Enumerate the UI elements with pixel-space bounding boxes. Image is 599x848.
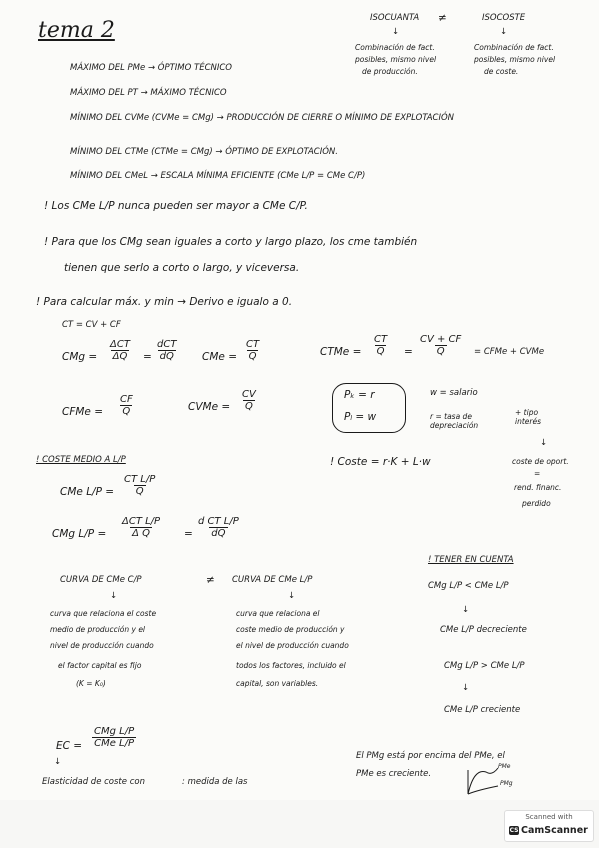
pme-curve-label: PMe <box>498 763 511 770</box>
medida-text: : medida de las <box>182 777 248 787</box>
isocoste-desc-3: de coste. <box>484 67 519 76</box>
curve-lp-desc-1: curva que relaciona el <box>236 609 320 618</box>
line-cmel: MÍNIMO DEL CMeL → ESCALA MÍNIMA EFICIENTE (CMe L/P = CMe C/P) <box>70 171 366 181</box>
perdido: perdido <box>522 499 551 508</box>
arrow-down-icon: ↓ <box>500 27 508 37</box>
pmg-note-2: PMe es creciente. <box>356 769 432 779</box>
arrow-down-icon: ↓ <box>110 591 118 601</box>
formula-cmg-lhs: CMg = <box>62 351 98 363</box>
arrow-down-icon: ↓ <box>54 757 62 767</box>
formula-ec-frac: CMg L/P CMe L/P <box>94 726 135 749</box>
tener-row-2: CMe L/P decreciente <box>440 625 527 635</box>
isocuanta-label: ISOCUANTA <box>370 13 420 23</box>
eq-symbol: = <box>143 351 152 363</box>
formula-cmg-lp-frac1: ΔCT L/P Δ Q <box>122 516 161 539</box>
isocoste-desc-2: posibles, mismo nivel <box>474 55 556 64</box>
arrow-down-icon: ↓ <box>288 591 296 601</box>
badge-line2 <box>509 825 588 836</box>
curve-cp-desc-4: el factor capital es fijo <box>58 661 142 670</box>
note-cmg-equal: ! Para que los CMg sean iguales a corto y largo plazo, los cme también <box>44 236 418 248</box>
formula-cmg-lp-frac2: $\frac{\text{d CT L/P}}{dQ}$ <box>198 516 239 539</box>
pmg-curve-label: PMg <box>500 780 513 787</box>
tener-row-3: CMg L/P > CMe L/P <box>444 661 525 671</box>
line-ctme: MÍNIMO DEL CTMe (CTMe = CMg) → ÓPTIMO DE EXPLOTACIÓN. <box>70 147 338 157</box>
line-pme: MÁXIMO DEL PMe → ÓPTIMO TÉCNICO <box>70 63 233 73</box>
badge-brand: CamScanner <box>521 825 588 836</box>
curve-cp-desc-1: curva que relaciona el coste <box>50 609 157 618</box>
arrow-down-icon: ↓ <box>540 438 548 448</box>
curve-cme-cp-title: CURVA DE CMe C/P <box>60 575 142 585</box>
camscanner-badge <box>504 810 594 842</box>
formula-ec-lhs: EC = <box>56 740 83 752</box>
tener-row-4: CMe L/P creciente <box>444 705 521 715</box>
isocuanta-desc-1: Combinación de fact. <box>355 43 435 52</box>
formula-ctme-frac1: $\frac{CT}{Q}$ <box>374 334 388 357</box>
isocuanta-desc-3: de producción. <box>362 67 418 76</box>
arrow-down-icon: ↓ <box>462 605 470 615</box>
coste-formula: ! Coste = r·K + L·w <box>330 456 431 468</box>
plus-tipo-interes: + tipo interés <box>515 408 541 426</box>
formula-cvme-lhs: CVMe = <box>188 401 231 413</box>
page-title: tema 2 <box>38 18 115 43</box>
formula-cme-lp-frac: $\frac{\text{CT L/P}}{Q}$ <box>124 474 156 497</box>
formula-cmg-frac2: dCT dQ <box>157 339 177 362</box>
rend-financ: rend. financ. <box>514 483 562 492</box>
curve-cp-desc-2: medio de producción y el <box>50 625 146 634</box>
neq-symbol: ≠ <box>206 574 215 586</box>
formula-cme-lhs: CMe = <box>202 351 237 363</box>
curve-lp-desc-3: el nivel de producción cuando <box>236 641 349 650</box>
badge-line1: Scanned with <box>525 813 573 821</box>
formula-ctme-rhs: = CFMe + CVMe <box>474 347 545 357</box>
neq-symbol: ≠ <box>438 12 447 24</box>
formula-cme-frac: $\frac{CT}{Q}$ <box>246 339 260 362</box>
formula-cfme-lhs: CFMe = <box>62 406 104 418</box>
formula-ctme-lhs: CTMe = <box>320 346 362 358</box>
heading-coste-medio-lp: ! COSTE MEDIO A L/P <box>36 455 126 465</box>
curve-cp-desc-3: nivel de producción cuando <box>50 641 154 650</box>
coste-oportunidad: coste de oport. <box>512 457 569 466</box>
curve-lp-desc-2: coste medio de producción y <box>236 625 345 634</box>
isocuanta-desc-2: posibles, mismo nivel <box>355 55 437 64</box>
curve-lp-desc-4: todos los factores, incluido el <box>236 661 346 670</box>
formula-pl: Pₗ = w <box>344 411 377 423</box>
formula-ct: CT = CV + CF <box>62 320 121 330</box>
note-max-min: ! Para calcular máx. y min → Derivo e igualo a 0. <box>36 296 293 308</box>
eq-symbol: = <box>184 528 193 540</box>
formula-cfme-frac: $\frac{CF}{Q}$ <box>120 394 133 417</box>
arrow-down-icon: ↓ <box>462 683 470 693</box>
eq-symbol: = <box>404 346 413 358</box>
note-cme-lp: ! Los CMe L/P nunca pueden ser mayor a CMe C/P. <box>44 200 308 212</box>
formula-cme-lp-lhs: CMe L/P = <box>60 486 115 498</box>
line-pt: MÁXIMO DEL PT → MÁXIMO TÉCNICO <box>70 88 227 98</box>
pme-pmg-sketch-icon <box>462 764 522 800</box>
isocoste-label: ISOCOSTE <box>482 13 526 23</box>
line-cvme: MÍNIMO DEL CVMe (CVMe = CMg) → PRODUCCIÓN DE CIERRE O MÍNIMO DE EXPLOTACIÓN <box>70 113 455 123</box>
formula-cmg-lp-lhs: CMg L/P = <box>52 528 107 540</box>
elasticidad-text: Elasticidad de coste con <box>42 777 145 787</box>
curve-cp-desc-5: (K = K₀) <box>76 679 106 688</box>
curve-cme-lp-title: CURVA DE CMe L/P <box>232 575 313 585</box>
formula-ctme-frac2: $\frac{CV + CF}{Q}$ <box>420 334 462 357</box>
curve-lp-desc-5: capital, son variables. <box>236 679 319 688</box>
formula-cvme-frac: $\frac{CV}{Q}$ <box>242 389 256 412</box>
camscanner-logo-icon: CS <box>509 827 519 834</box>
def-w: w = salario <box>430 388 478 398</box>
note-cmg-equal-cont: tienen que serlo a corto o largo, y viceversa. <box>64 262 300 274</box>
arrow-down-icon: ↓ <box>392 27 400 37</box>
tener-row-1: CMg L/P < CMe L/P <box>428 581 509 591</box>
equals-symbol: = <box>534 469 541 478</box>
heading-tener-en-cuenta: ! TENER EN CUENTA <box>428 555 514 565</box>
pmg-note-1: El PMg está por encima del PMe, el <box>356 751 505 761</box>
formula-cmg-frac1: ΔCT ΔQ <box>110 339 130 362</box>
formula-pk: Pₖ = r <box>344 389 375 401</box>
def-r: r = tasa de depreciación <box>430 412 479 430</box>
isocoste-desc-1: Combinación de fact. <box>474 43 554 52</box>
